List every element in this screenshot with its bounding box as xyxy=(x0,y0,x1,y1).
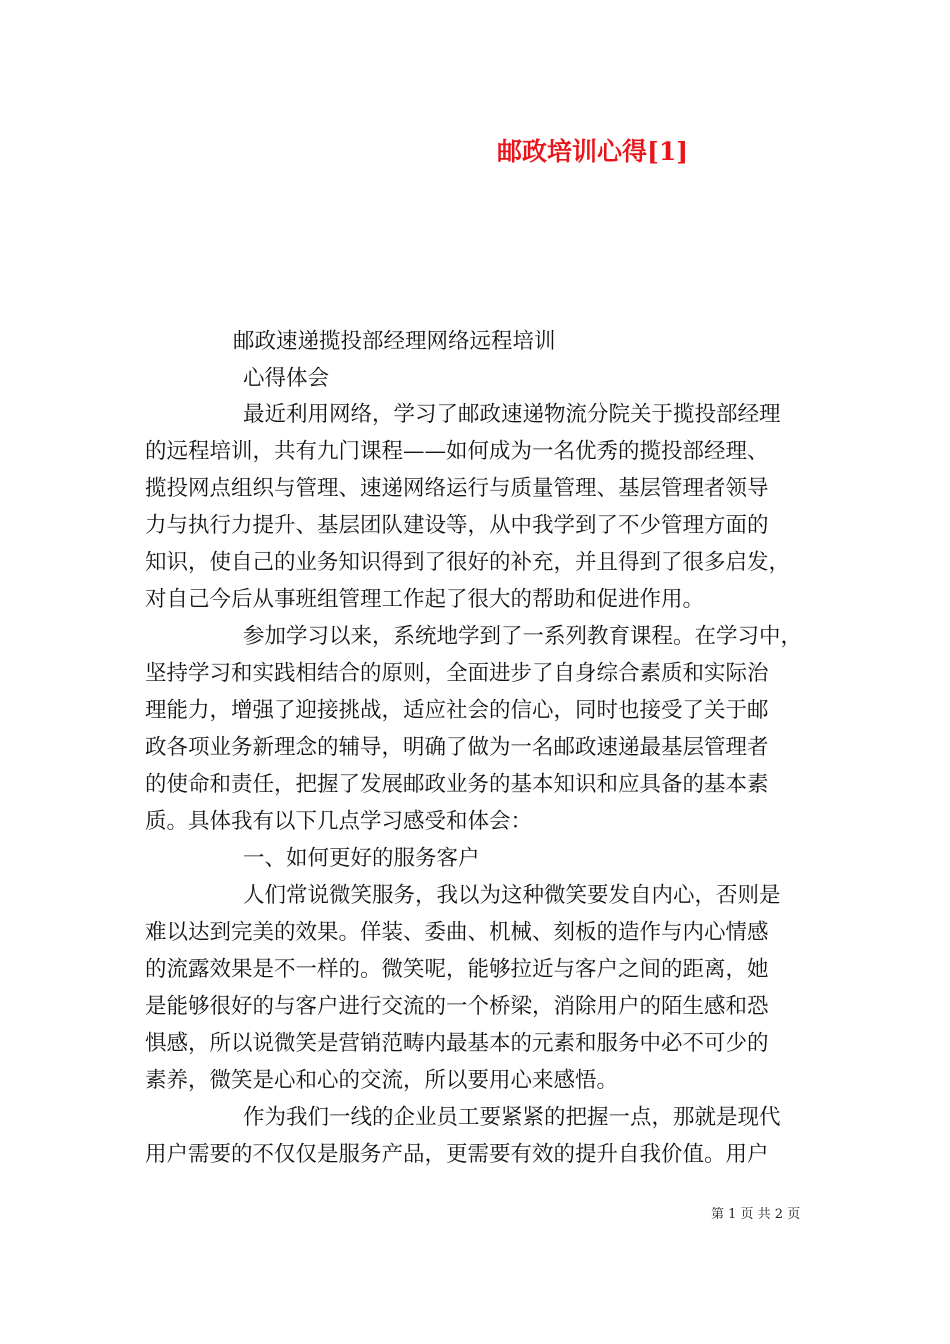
body-line: 作为我们一线的企业员工要紧紧的把握一点，那就是现代 xyxy=(243,1105,781,1130)
body-line: 是能够很好的与客户进行交流的一个桥梁，消除用户的陌生感和恐 xyxy=(145,994,769,1019)
body-line: 对自己今后从事班组管理工作起了很大的帮助和促进作用。 xyxy=(145,587,705,612)
body-line: 的流露效果是不一样的。微笑呢，能够拉近与客户之间的距离，她 xyxy=(145,957,769,982)
body-line: 素养，微笑是心和心的交流，所以要用心来感悟。 xyxy=(145,1068,619,1093)
body-line: 惧感，所以说微笑是营销范畴内最基本的元素和服务中必不可少的 xyxy=(145,1031,769,1056)
body-line: 心得体会 xyxy=(243,366,330,391)
body-line: 坚持学习和实践相结合的原则，全面进步了自身综合素质和实际治 xyxy=(145,661,769,686)
body-line: 质。具体我有以下几点学习感受和体会： xyxy=(145,809,533,834)
body-line: 力与执行力提升、基层团队建设等，从中我学到了不少管理方面的 xyxy=(145,513,769,538)
body-line: 的使命和责任，把握了发展邮政业务的基本知识和应具备的基本素 xyxy=(145,772,769,797)
document-title: 邮政培训心得[1] xyxy=(497,137,689,166)
section-heading: 一、如何更好的服务客户 xyxy=(243,846,480,871)
body-line: 难以达到完美的效果。佯装、委曲、机械、刻板的造作与内心情感 xyxy=(145,920,769,945)
body-line: 人们常说微笑服务，我以为这种微笑要发自内心，否则是 xyxy=(243,883,781,908)
body-line: 的远程培训，共有九门课程——如何成为一名优秀的揽投部经理、 xyxy=(145,439,769,464)
body-line: 最近利用网络，学习了邮政速递物流分院关于揽投部经理 xyxy=(243,402,781,427)
body-line: 政各项业务新理念的辅导，明确了做为一名邮政速递最基层管理者 xyxy=(145,735,769,760)
body-line: 揽投网点组织与管理、速递网络运行与质量管理、基层管理者领导 xyxy=(145,476,769,501)
page-footer: 第 1 页 共 2 页 xyxy=(711,1207,801,1222)
body-line: 理能力，增强了迎接挑战，适应社会的信心，同时也接受了关于邮 xyxy=(145,698,769,723)
body-line: 邮政速递揽投部经理网络远程培训 xyxy=(233,329,556,354)
body-line: 参加学习以来，系统地学到了一系列教育课程。在学习中， xyxy=(243,624,803,649)
body-line: 用户需要的不仅仅是服务产品，更需要有效的提升自我价值。用户 xyxy=(145,1142,769,1167)
body-line: 知识，使自己的业务知识得到了很好的补充，并且得到了很多启发， xyxy=(145,550,791,575)
